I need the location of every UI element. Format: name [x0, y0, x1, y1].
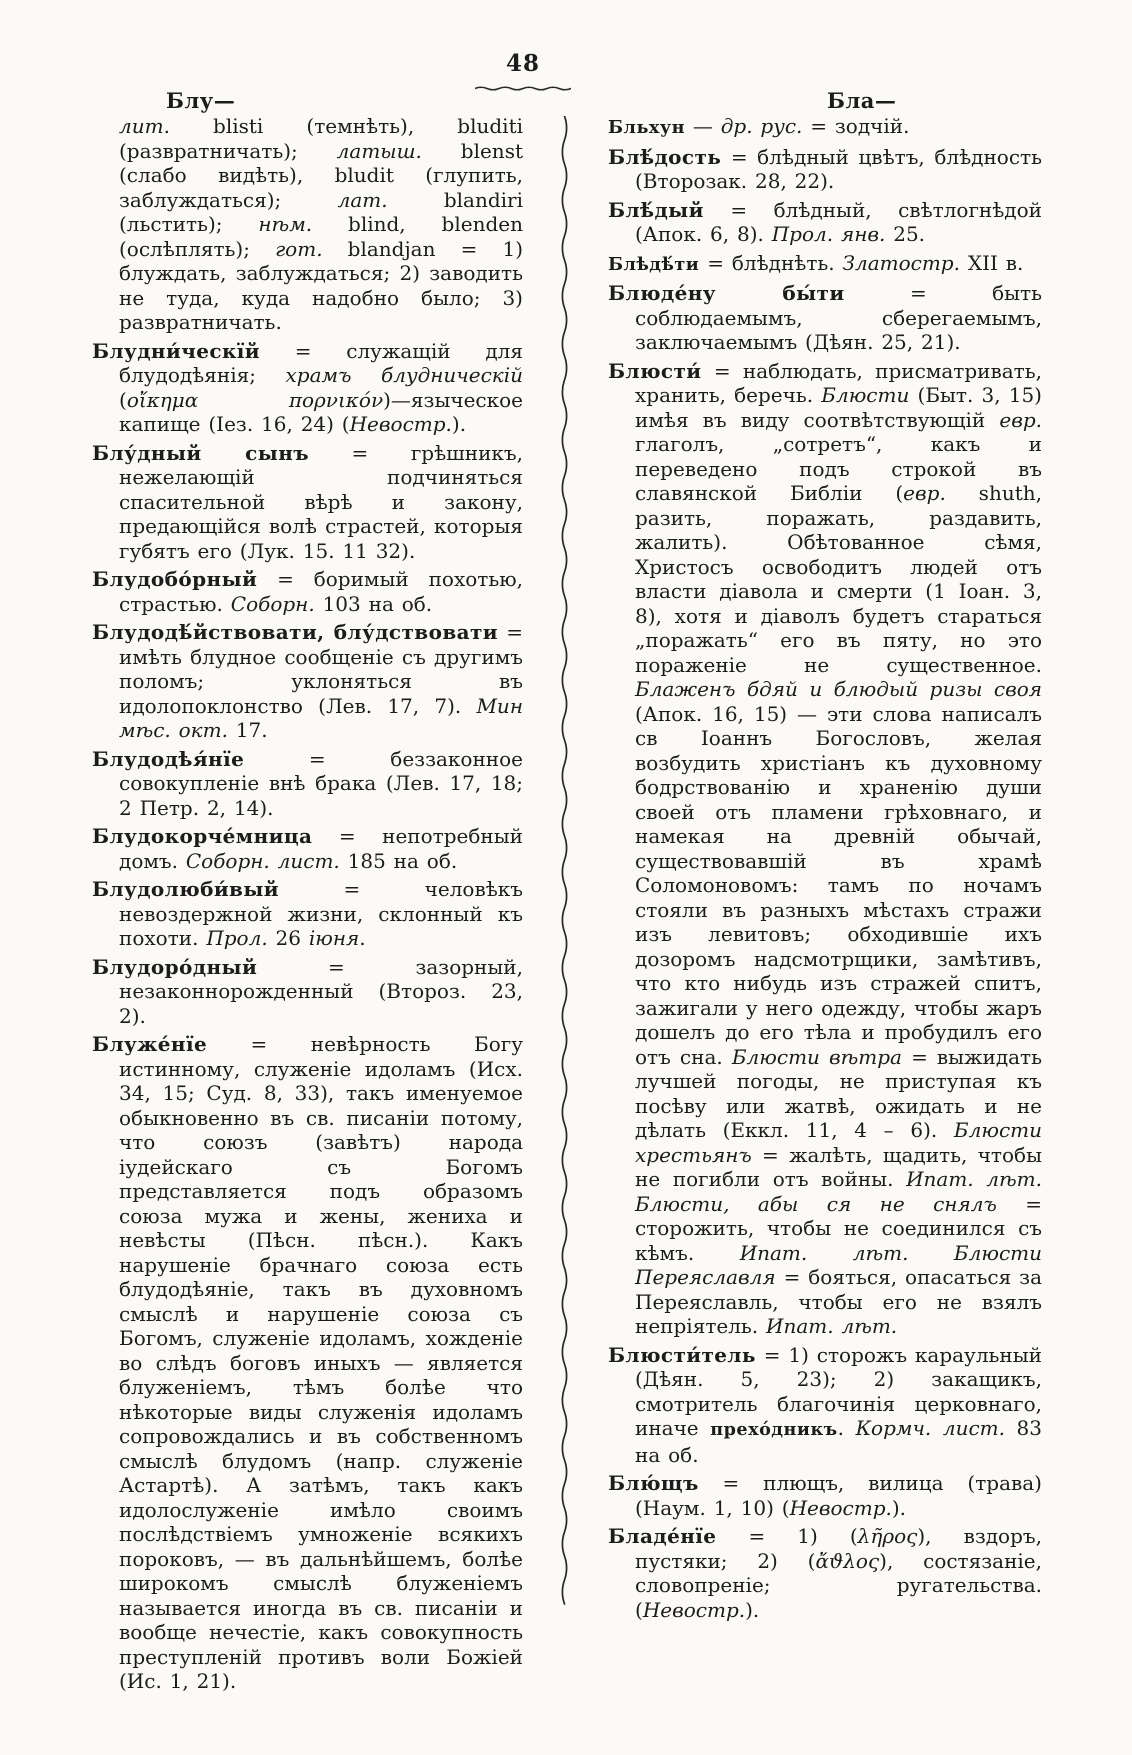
column-left — [92, 114, 523, 1698]
dictionary-entry: Блѣ́дый = блѣдный, свѣтлогнѣдой (Апок. 6, 8). Прол. янв. 25. — [608, 197, 1042, 246]
dictionary-entry: Блюсти́тель = 1) сторожъ караульный (Дѣян. 5, 23); 2) закащикъ, смотритель благочинія церковнаго, иначе прехо́дникъ. Кормч. лист. 83 на об. — [608, 1342, 1042, 1467]
page-header — [92, 44, 1042, 114]
headword: Блуже́нїе — [92, 1032, 208, 1056]
dictionary-entry: Блудодѣя́нїе = беззаконное совокупленіе внѣ брака (Лев. 17, 18; 2 Петр. 2, 14). — [92, 746, 523, 820]
dictionary-entry: Блудодѣ́йствовати, блу́дствовати = имѣть блудное сообщеніе съ другимъ поломъ; уклоняться въ идолопоклонство (Лев. 17, 7). Мин мѣс. окт. 17. — [92, 620, 523, 742]
headword: Блудодѣ́йствовати, блу́дствовати — [92, 620, 499, 644]
headword: Бльхун — [608, 117, 686, 138]
headword: Блудобо́рный — [92, 567, 258, 591]
dictionary-entry: Блу́дный сынъ = грѣшникъ, нежелающій подчиняться спасительной вѣрѣ и закону, предающійся волѣ страстей, которыя губятъ его (Лук. 15. 11 32). — [92, 440, 523, 563]
dictionary-entry: Блудолюби́вый = человѣкъ невоздержной жизни, склонный къ похоти. Прол. 26 іюня. — [92, 877, 523, 950]
dictionary-entry: Блюде́ну бы́ти = быть соблюдаемымъ, сберегаемымъ, заключаемымъ (Дѣян. 25, 21). — [608, 281, 1042, 354]
dictionary-entry: Бльхун — др. рус. = зодчій. — [608, 114, 910, 138]
running-head-left: Блу— — [166, 88, 236, 113]
entry-continuation: лит. blisti (темнѣть), bluditi (развратничать); латыш. blenst (слабо видѣть), bludit (глупить, заблуждаться); лат. blandiri (льстить); нѣм. blind, blenden (ослѣплять); гот. blandjan = 1) блуждать, заблуждаться; 2) заводить не туда, куда надобно было; 3) развратничать. — [119, 114, 523, 334]
dictionary-entry: Блѣдѣ́ти = блѣднѣть. Златостр. XII в. — [608, 250, 1024, 275]
headword: Блудодѣя́нїе — [92, 746, 245, 771]
dictionary-entry: Блудни́ческїй = служащій для блудодѣянія; храмъ блудническій (οἴκημα πορνικόν)—языческое капище (Іез. 16, 24) (Невостр.). — [92, 338, 523, 436]
column-right — [608, 114, 1042, 1626]
dictionary-entry: Блудобо́рный = боримый похотью, страстью. Соборн. 103 на об. — [92, 567, 523, 616]
dictionary-entry: Блю́щъ = плющъ, вилица (трава) (Наум. 1, 10) (Невостр.). — [608, 1471, 1042, 1520]
dictionary-entry: Блуже́нїе = невѣрность Богу истинному, служеніе идоламъ (Исх. 34, 15; Суд. 8, 33), такъ именуемое обыкновенно въ св. писаніи потому, что союзъ (завѣтъ) народа іудейскаго съ Богомъ представляется подъ образомъ союза мужа и жены, жениха и невѣсты (Пѣсн. пѣсн.). Какъ нарушеніе брачнаго союза есть блудодѣяніе, такъ въ духовномъ смыслѣ и нарушеніе союза съ Богомъ, служеніе идоламъ, хожденіе во слѣдъ боговъ иныхъ — является блуженіемъ, тѣмъ болѣе что нѣкоторые виды служенія идоламъ сопровождались и въ собственномъ смыслѣ блудомъ (напр. служеніе Астартѣ). А затѣмъ, такъ какъ идолослуженіе имѣло своимъ послѣдствіемъ умноженіе всякихъ пороковъ, — въ дальнѣйшемъ, болѣе широкомъ смыслѣ блуженіемъ называется иногда въ св. писаніи и вообще нечестіе, какъ совокупность преступленій противъ воли Божіей (Ис. 1, 21). — [92, 1032, 523, 1693]
headword: Блудни́ческїй — [92, 338, 261, 363]
headword: Блудокорче́мница — [92, 824, 313, 848]
dictionary-entry: Бладе́нїе = 1) (λῆρος), вздоръ, пустяки; 2) (ἄϑλος), состязаніе, словопреніе; ругательства. (Невостр.). — [608, 1524, 1042, 1622]
headword: прехо́дникъ — [710, 1419, 838, 1440]
headword: Блѣдѣ́ти — [608, 253, 700, 275]
headword: Блюде́ну бы́ти — [608, 281, 845, 305]
headword: Бладе́нїе — [608, 1524, 717, 1548]
dictionary-entry: Блюсти́ = наблюдать, присматривать, хранить, беречь. Блюсти (Быт. 3, 15) имѣя въ виду соотвѣтствующій евр. глаголъ, „сотретъ“, какъ и переведено подъ строкой въ славянской Библіи (евр. shuth, разить, поражать, раздавить, жалить). Обѣтованное сѣмя, Христосъ освободитъ людей отъ власти діавола и смерти (1 Іоан. 3, 8), хотя и діаволъ будетъ стараться „поражать“ его въ пяту, но это пораженіе не существенное. Блаженъ бдяй и блюдый ризы своя (Апок. 16, 15) — эти слова написалъ св Іоаннъ Богословъ, желая возбудить христіанъ къ духовному бодрствованію и храненію души своей отъ пламени грѣховнаго, и намекая на древній обычай, существовавшій въ храмѣ Соломоновомъ: тамъ по ночамъ стояли въ разныхъ мѣстахъ стражи изъ левитовъ; обходившіе ихъ дозоромъ надсмотрщики, замѣтивъ, что кто нибудь изъ стражей спитъ, зажигали у него одежду, чтобы жаръ дошелъ до его тѣла и пробудилъ его отъ сна. Блюсти вѣтра = выжидать лучшей погоды, не приступая къ посѣву или жатвѣ, ожидать и не дѣлать (Еккл. 11, 4 – 6). Блюсти хрестьянъ = жалѣть, щадить, чтобы не погибли отъ войны. Ипат. лѣт. Блюсти, абы ся не снялъ = сторожить, чтобы не соединился съ кѣмъ. Ипат. лѣт. Блюсти Переяславля = бояться, опасаться за Переяславль, чтобы его не взялъ непріятель. Ипат. лѣт. — [608, 358, 1043, 1338]
headword: Блудоро́дный — [92, 954, 258, 979]
running-head-right: Бла— — [827, 88, 897, 113]
dictionary-entry: Блѣ́дость = блѣдный цвѣтъ, блѣдность (Второзак. 28, 22). — [608, 144, 1042, 193]
two-column-text-block — [92, 114, 1042, 1698]
headword: Блѣ́дый — [608, 197, 704, 222]
wavy-rule-under-page-number — [475, 84, 571, 92]
dictionary-entry: Блудоро́дный = зазорный, незаконнорожденный (Второз. 23, 2). — [92, 954, 523, 1028]
headword: Блѣ́дость — [608, 144, 722, 169]
page-number: 48 — [505, 50, 540, 77]
headword: Блюсти́ — [608, 358, 702, 383]
dictionary-entry: Блудокорче́мница = непотребный домъ. Соборн. лист. 185 на об. — [92, 824, 523, 873]
column-divider-wavy-line — [559, 116, 571, 1608]
headword: Блю́щъ — [608, 1471, 699, 1495]
headword: Блу́дный сынъ — [92, 440, 309, 465]
headword: Блюсти́тель — [608, 1342, 756, 1367]
headword: Блудолюби́вый — [92, 877, 280, 901]
